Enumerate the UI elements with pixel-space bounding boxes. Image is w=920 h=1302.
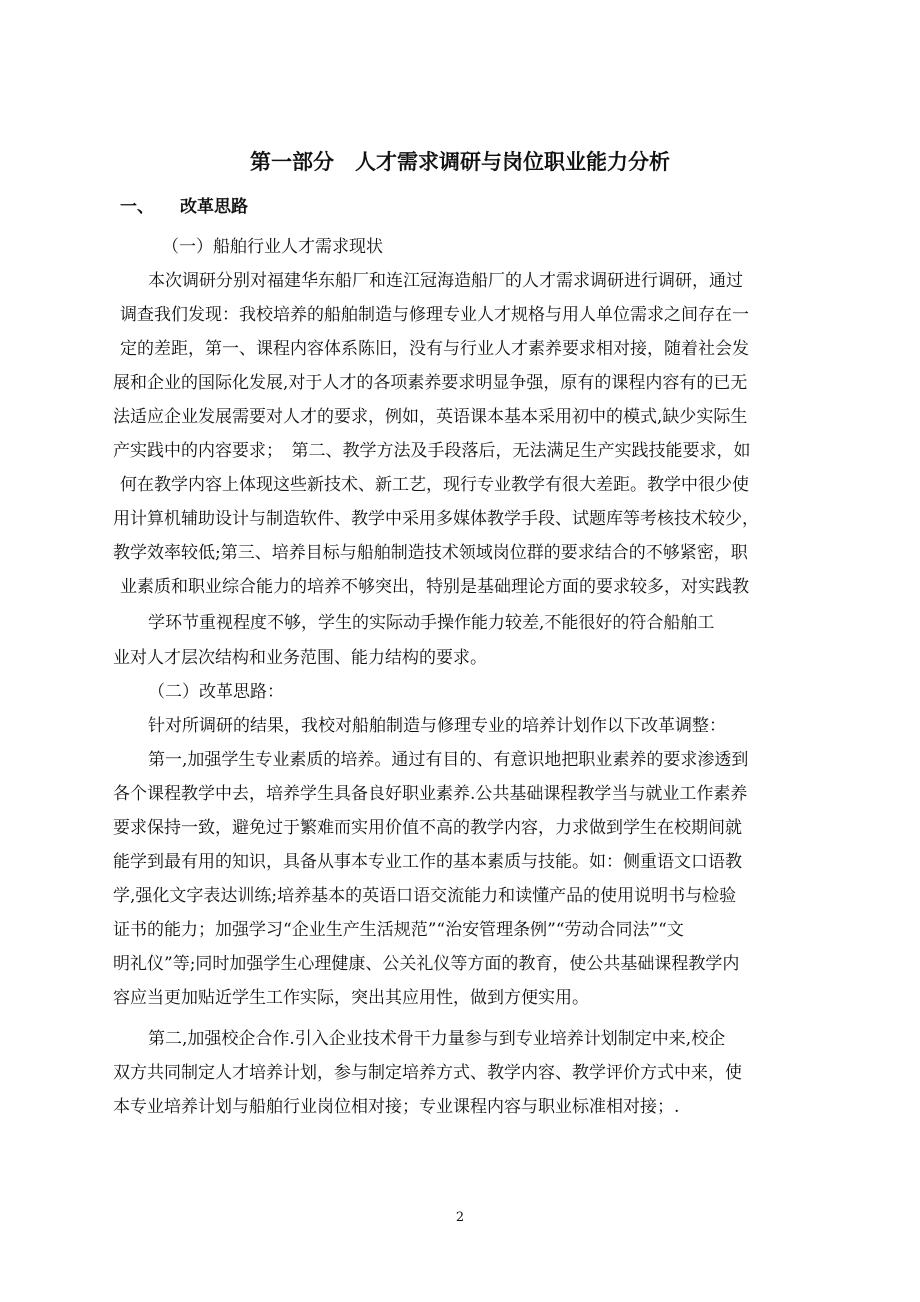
subsection-heading-1: （一）船舶行业人才需求现状 bbox=[162, 237, 383, 257]
paragraph-line: 教学效率较低;第三、培养目标与船舶制造技术领域岗位群的要求结合的不够紧密，职 bbox=[113, 543, 748, 563]
section-heading bbox=[120, 192, 248, 217]
page-title: 第一部分 人才需求调研与岗位职业能力分析 bbox=[250, 150, 670, 174]
paragraph-line: 何在教学内容上体现这些新技术、新工艺，现行专业教学有很大差距。教学中很少使 bbox=[120, 475, 749, 495]
section-number: 一、 bbox=[120, 197, 154, 217]
section-heading-text: 改革思路 bbox=[180, 197, 248, 217]
paragraph-line: 产实践中的内容要求； 第二、教学方法及手段落后，无法满足生产实践技能要求，如 bbox=[113, 441, 751, 461]
page-number: 2 bbox=[455, 1210, 465, 1225]
paragraph-line: 调查我们发现：我校培养的船舶制造与修理专业人才规格与用人单位需求之间存在一 bbox=[120, 305, 749, 325]
paragraph-line: 本专业培养计划与船舶行业岗位相对接；专业课程内容与职业标准相对接；. bbox=[113, 1097, 680, 1117]
paragraph-line: 证书的能力；加强学习“企业生产生活规范”“治安管理条例”“劳动合同法”“文 bbox=[113, 920, 684, 940]
subsection-heading-2: （二）改革思路： bbox=[148, 682, 284, 702]
paragraph-line: 明礼仪”等;同时加强学生心理健康、公关礼仪等方面的教育，使公共基础课程教学内 bbox=[113, 954, 740, 974]
paragraph-line: 业素质和职业综合能力的培养不够突出，特别是基础理论方面的要求较多，对实践教 bbox=[120, 577, 749, 597]
paragraph-line: 针对所调研的结果，我校对船舶制造与修理专业的培养计划作以下改革调整： bbox=[148, 716, 726, 736]
paragraph-line: 各个课程教学中去，培养学生具备良好职业素养.公共基础课程教学当与就业工作素养 bbox=[113, 784, 748, 804]
paragraph-line: 容应当更加贴近学生工作实际，突出其应用性，做到方便实用。 bbox=[113, 988, 589, 1008]
paragraph-line: 展和企业的国际化发展,对于人才的各项素养要求明显争强，原有的课程内容有的已无 bbox=[113, 373, 748, 393]
paragraph-line: 能学到最有用的知识，具备从事本专业工作的基本素质与技能。如：侧重语文口语教 bbox=[113, 852, 742, 872]
paragraph-line: 法适应企业发展需要对人才的要求，例如，英语课本基本采用初中的模式,缺少实际生 bbox=[113, 407, 748, 427]
paragraph-line: 用计算机辅助设计与制造软件、教学中采用多媒体教学手段、试题库等考核技术较少， bbox=[113, 509, 759, 529]
paragraph-line: 双方共同制定人才培养计划，参与制定培养方式、教学内容、教学评价方式中来，使 bbox=[113, 1063, 742, 1083]
paragraph-line: 业对人才层次结构和业务范围、能力结构的要求。 bbox=[113, 648, 487, 668]
paragraph-line: 要求保持一致，避免过于繁难而实用价值不高的教学内容，力求做到学生在校期间就 bbox=[113, 818, 742, 838]
paragraph-line: 第一,加强学生专业素质的培养。通过有目的、有意识地把职业素养的要求渗透到 bbox=[148, 750, 749, 770]
paragraph-line: 第二,加强校企合作.引入企业技术骨干力量参与到专业培养计划制定中来,校企 bbox=[148, 1029, 726, 1049]
paragraph-line: 学环节重视程度不够，学生的实际动手操作能力较差,不能很好的符合船舶工 bbox=[148, 613, 715, 633]
paragraph-line: 定的差距，第一、课程内容体系陈旧，没有与行业人才素养要求相对接，随着社会发 bbox=[120, 339, 749, 359]
paragraph-line: 本次调研分别对福建华东船厂和连江冠海造船厂的人才需求调研进行调研，通过 bbox=[148, 271, 743, 291]
paragraph-line: 学,强化文字表达训练;培养基本的英语口语交流能力和读懂产品的使用说明书与检验 bbox=[113, 886, 737, 906]
